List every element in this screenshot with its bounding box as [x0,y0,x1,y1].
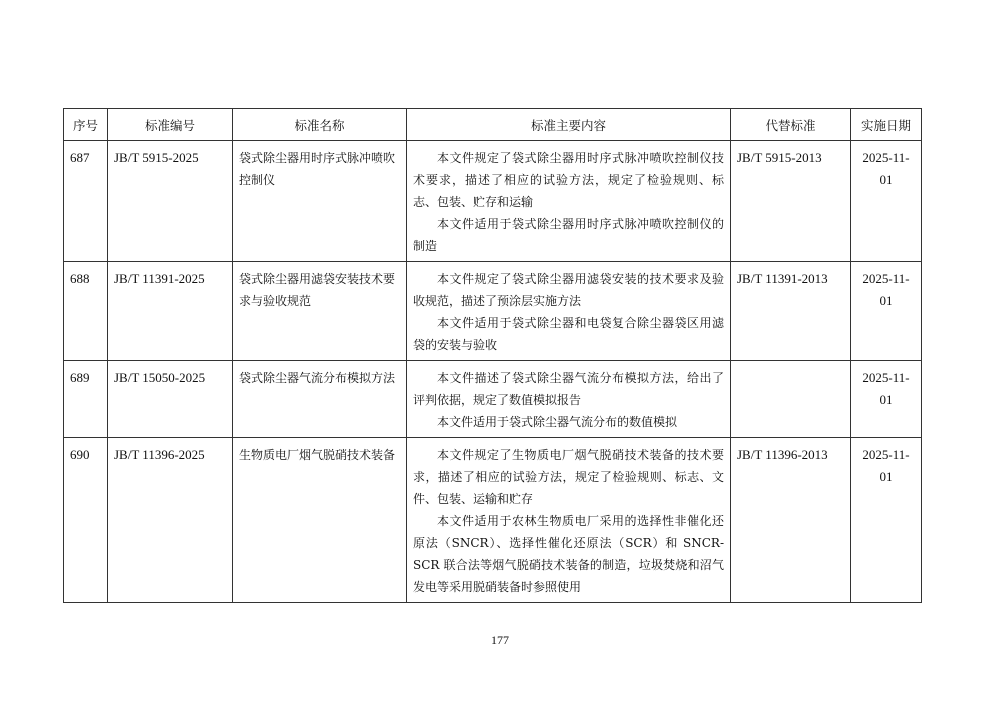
cell-replaces: JB/T 5915-2013 [731,141,851,262]
header-name: 标准名称 [233,109,407,141]
cell-no: 687 [64,141,108,262]
header-no: 序号 [64,109,108,141]
cell-date: 2025-11-01 [851,262,922,361]
header-content: 标准主要内容 [407,109,731,141]
cell-date: 2025-11-01 [851,361,922,438]
table-row [64,262,922,361]
content-paragraph: 本文件适用于袋式除尘器用时序式脉冲喷吹控制仪的制造 [413,217,724,253]
standards-table [63,108,922,603]
cell-name: 袋式除尘器气流分布模拟方法 [233,361,407,438]
cell-replaces: JB/T 11391-2013 [731,262,851,361]
cell-replaces: JB/T 11396-2013 [731,438,851,603]
content-paragraph: 本文件适用于农林生物质电厂采用的选择性非催化还原法（SNCR）、选择性催化还原法（SCR）和 SNCR-SCR 联合法等烟气脱硝技术装备的制造，垃圾焚烧和沼气发电等采用脱硝装备时参照使用 [413,514,724,594]
table-row [64,361,922,438]
cell-code: JB/T 11396-2025 [108,438,233,603]
content-paragraph: 本文件规定了袋式除尘器用滤袋安装的技术要求及验收规范，描述了预涂层实施方法 [413,272,724,308]
cell-content [407,141,731,262]
content-paragraph: 本文件适用于袋式除尘器和电袋复合除尘器袋区用滤袋的安装与验收 [413,316,724,352]
cell-date: 2025-11-01 [851,141,922,262]
content-paragraph: 本文件适用于袋式除尘器气流分布的数值模拟 [437,415,678,429]
content-paragraph: 本文件规定了袋式除尘器用时序式脉冲喷吹控制仪技术要求，描述了相应的试验方法，规定了检验规则、标志、包装、贮存和运输 [413,151,724,209]
cell-replaces [731,361,851,438]
cell-name: 袋式除尘器用滤袋安装技术要求与验收规范 [233,262,407,361]
cell-content [407,361,731,438]
cell-code: JB/T 5915-2025 [108,141,233,262]
content-paragraph: 本文件描述了袋式除尘器气流分布模拟方法，给出了评判依据，规定了数值模拟报告 [413,371,724,407]
cell-content [407,262,731,361]
header-code: 标准编号 [108,109,233,141]
header-date: 实施日期 [851,109,922,141]
cell-no: 690 [64,438,108,603]
cell-no: 689 [64,361,108,438]
cell-date: 2025-11-01 [851,438,922,603]
cell-no: 688 [64,262,108,361]
cell-content [407,438,731,603]
header-replaces: 代替标准 [731,109,851,141]
cell-code: JB/T 15050-2025 [108,361,233,438]
table-row [64,141,922,262]
cell-code: JB/T 11391-2025 [108,262,233,361]
content-paragraph: 本文件规定了生物质电厂烟气脱硝技术装备的技术要求，描述了相应的试验方法，规定了检验规则、标志、文件、包装、运输和贮存 [413,448,724,506]
table-row [64,438,922,603]
cell-name: 袋式除尘器用时序式脉冲喷吹控制仪 [233,141,407,262]
page-number: 177 [491,633,509,647]
table-header-row [64,109,922,141]
cell-name: 生物质电厂烟气脱硝技术装备 [233,438,407,603]
